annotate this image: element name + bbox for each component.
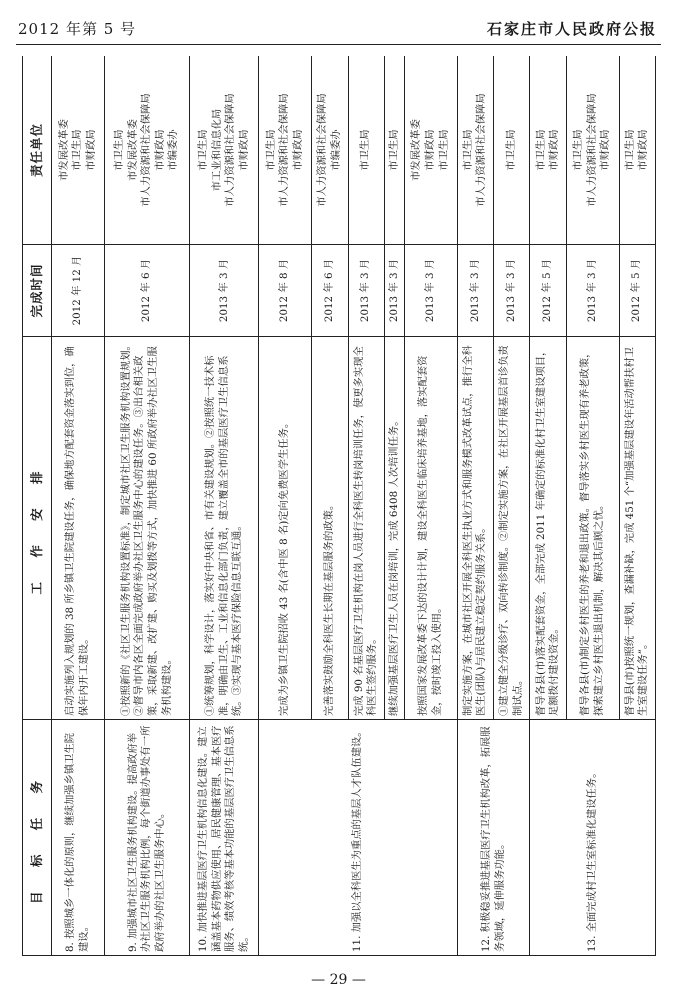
time-cell: 2012 年 12 月 (52, 245, 105, 337)
time-cell: 2012 年 5 月 (619, 245, 655, 337)
unit-cell: 市卫生局 市人力资源和社会保障局 市财政局 (259, 56, 312, 245)
plan-cell: 完成 90 名基层医疗卫生机构在岗人员进行全科医生转岗培训任务，使更多实现全科医生签约服务。 (348, 337, 384, 720)
table-row (457, 56, 493, 956)
header-divider (16, 44, 661, 45)
task-cell: 10. 加快推进基层医疗卫生机构信息化建设。建立涵盖基本药物供应使用、居民健康管理、基本医疗服务、绩效考核等基本功能的基层医疗卫生信息系统。 (190, 720, 259, 956)
plan-cell: 按照国家发展改革委下达的设计计划，建设全科医生临床培养基地，落实配套资金，按时竣工投入使用。 (404, 337, 457, 720)
page-header (0, 0, 677, 50)
rotated-table (22, 56, 656, 956)
table-row (530, 56, 566, 956)
time-cell: 2013 年 3 月 (566, 245, 619, 337)
table-container (22, 56, 656, 956)
unit-cell: 市卫生局 市发展改革委 市人力资源和社会保障局 市财政局 市编委办 (104, 56, 190, 245)
work-plan-table (22, 56, 656, 956)
plan-cell: 启动实施列入规划的 38 所乡镇卫生院建设任务，确保地方配套资金落实到位，确保年内开工建设。 (52, 337, 105, 720)
page-number: — 29 — (311, 972, 366, 988)
plan-cell: 督导各县(市)落实配套资金，全部完成 2011 年确定的标准化村卫生室建设项目，足额拨付建设资金。 (530, 337, 566, 720)
plan-cell: 制定实施方案，在城市社区开展全科医生执业方式和服务模式改革试点，推行全科医生(团队)与居民建立稳定契约服务关系。 (457, 337, 493, 720)
table-row (190, 56, 259, 956)
time-cell: 2012 年 5 月 (530, 245, 566, 337)
header-time: 完成时间 (23, 245, 52, 337)
issue-label: 2012 年第 5 号 (18, 20, 137, 38)
unit-cell: 市卫生局 (384, 56, 404, 245)
unit-cell: 市卫生局 市人力资源和社会保障局 (457, 56, 493, 245)
table-row (259, 56, 312, 956)
time-cell: 2013 年 3 月 (384, 245, 404, 337)
header-plan: 工 作 安 排 (23, 337, 52, 720)
header-unit: 责任单位 (23, 56, 52, 245)
task-cell: 8. 按照城乡一体化的原则，继续加强乡镇卫生院建设。 (52, 720, 105, 956)
table-body (52, 56, 656, 956)
unit-cell: 市人力资源和社会保障局 市编委办 (312, 56, 348, 245)
unit-cell: 市卫生局 市财政局 (619, 56, 655, 245)
task-cell: 11. 加强以全科医生为重点的基层人才队伍建设。 (259, 720, 457, 956)
time-cell: 2012 年 6 月 (104, 245, 190, 337)
unit-cell: 市卫生局 市财政局 (530, 56, 566, 245)
unit-cell: 市发展改革委 市财政局 市卫生局 (404, 56, 457, 245)
task-cell: 9. 加强城市社区卫生服务机构建设。提高政府举办社区卫生服务机构比例，每个街道办事处有一所政府举办的社区卫生服务中心。 (104, 720, 190, 956)
time-cell: 2013 年 3 月 (404, 245, 457, 337)
time-cell: 2012 年 8 月 (259, 245, 312, 337)
plan-cell: ①建立健全分级诊疗、双向转诊制度。②制定实施方案，在社区开展基层首诊负责制试点。 (494, 337, 530, 720)
time-cell: 2013 年 3 月 (457, 245, 493, 337)
unit-cell: 市卫生局 (348, 56, 384, 245)
table-row (104, 56, 190, 956)
unit-cell: 市卫生局 市工业和信息化局 市人力资源和社会保障局 市财政局 (190, 56, 259, 245)
plan-cell: 督导县(市)按照统一规划，查漏补缺，完成 451 个“加强基层建设年活动帮扶村卫生室建设任务”。 (619, 337, 655, 720)
plan-cell: ①按照新的《社区卫生服务机构设置标准》，制定城市社区卫生服务机构设置规划。②督导市内各区全面完成政府举办社区卫生服务中心的建设任务。③出台相关政策，采取新建、改扩建、购买及划拨等方式，加快推进 60 所政府举办社区卫生服务机构建设。 (104, 337, 190, 720)
task-cell: 13. 全面完成村卫生室标准化建设任务。 (530, 720, 656, 956)
table-header-row (23, 56, 52, 956)
publication-title: 石家庄市人民政府公报 (486, 20, 657, 38)
plan-cell: 完善落实鼓励全科医生长期在基层服务的政策。 (312, 337, 348, 720)
table-row (52, 56, 105, 956)
time-cell: 2012 年 6 月 (312, 245, 348, 337)
time-cell: 2013 年 3 月 (190, 245, 259, 337)
plan-cell: ①统筹规划，科学设计，落实好中央和省、市有关建设规划。②按照统一技术标准，明确由卫生、工业和信息化部门负责，建立覆盖全市的基层医疗卫生信息系统。③实现与基本医疗保险信息互联互通。 (190, 337, 259, 720)
time-cell: 2013 年 3 月 (348, 245, 384, 337)
unit-cell: 市发展改革委 市卫生局 市财政局 (52, 56, 105, 245)
plan-cell: 督导各县(市)制定乡村医生的养老和退出政策。督导落实乡村医生现有养老政策，探索建立乡村医生退出机制，解决其后顾之忧。 (566, 337, 619, 720)
task-cell: 12. 积极稳妥推进基层医疗卫生机构改革，拓展服务领域，延伸服务功能。 (457, 720, 530, 956)
plan-cell: 完成为乡镇卫生院招收 43 名(含中医 8 名)定向免费医学生任务。 (259, 337, 312, 720)
unit-cell: 市卫生局 (494, 56, 530, 245)
unit-cell: 市卫生局 市人力资源和社会保障局 市财政局 (566, 56, 619, 245)
plan-cell: 继续加强基层医疗卫生人员在岗培训，完成 6408 人次培训任务。 (384, 337, 404, 720)
header-task: 目 标 任 务 (23, 720, 52, 956)
time-cell: 2013 年 3 月 (494, 245, 530, 337)
